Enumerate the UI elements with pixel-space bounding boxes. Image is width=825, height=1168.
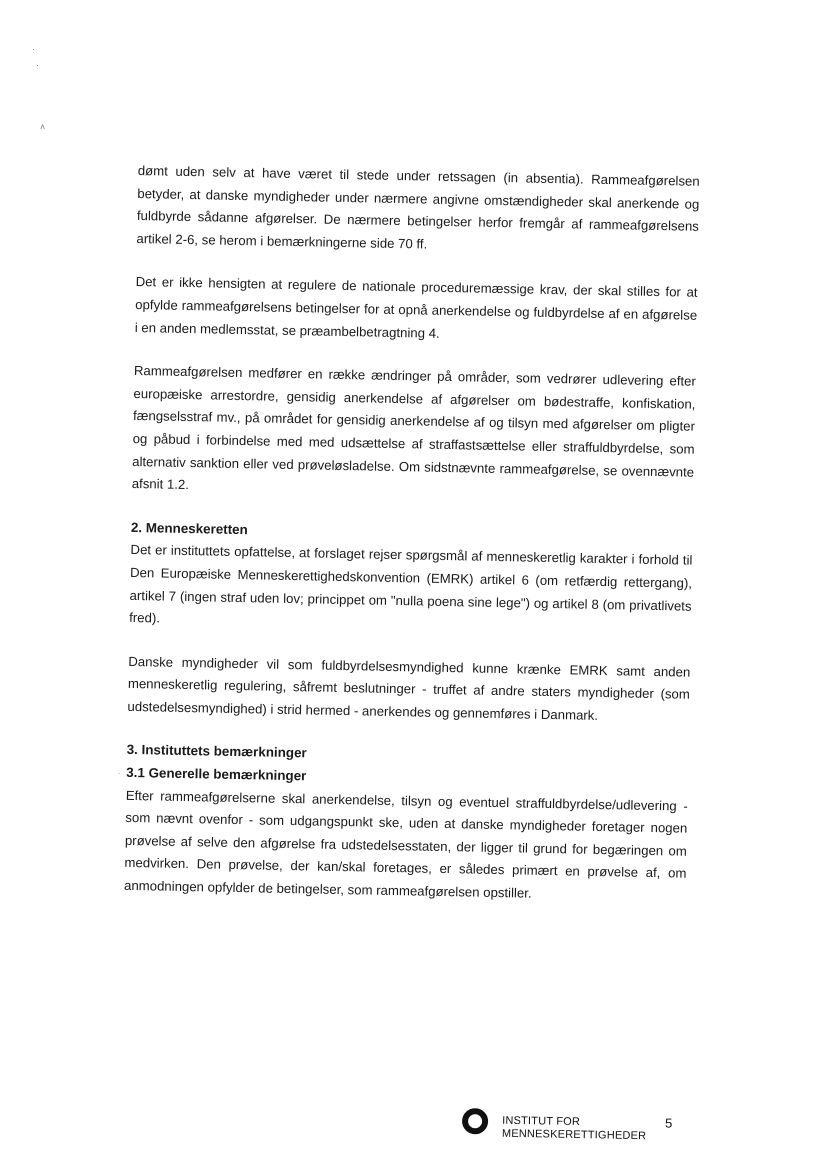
page-number: 5 [664, 1115, 673, 1131]
scan-speck: ˙ [118, 772, 121, 782]
paragraph: Det er instituttets opfattelse, at forslaget rejser spørgsmål af menneskeretlig karakter i forhold til Den Europæiske Menneskerettighedskonvention (EMRK) artikel 6 (om retfærdig rettergang), artikel 7 (ingen straf uden lov; princippet om "nulla poena sine lege") og artikel 8 (om privatlivets fred). [129, 542, 693, 626]
institute-logo-icon [462, 1108, 488, 1134]
paragraph: Det er ikke hensigten at regulere de nationale proceduremæssige krav, der skal stilles for at opfylde rammeafgørelsens betingelser for at opnå anerkendelse og fuldbyrdelse af en afgørelse i en anden medlemsstat, se præambelbetragtning 4. [134, 274, 698, 341]
page-footer [462, 1106, 693, 1150]
paragraph: dømt uden selv at have været til stede under retssagen (in absentia). Rammeafgørelsen betyder, at danske myndigheder under nærmere angivne omstændigheder skal anerkende og fuldbyrde sådanne afgørelser. De nærmere betingelser herfor fremgår af rammeafgørelsens artikel 2-6, se herom i bemærkningerne side 70 ff. [136, 162, 700, 252]
scan-speck: ˄ [40, 122, 46, 132]
paragraph: Efter rammeafgørelserne skal anerkendelse, tilsyn og eventuel straffuldbyrdelse/udlevering - som nævnt ovenfor - som udgangspunkt ske, uden at danske myndigheder foretager nogen prøvelse af selve den afgørelse fra udstedelsesstaten, der ligger til grund for begæringen om medvirken. Den prøvelse, der kan/skal foretages, er således primært en prøvelse af, om anmodningen opfylder de betingelser, som rammeafgørelsen opstiller. [123, 787, 688, 901]
paragraph: Danske myndigheder vil som fuldbyrdelsesmyndighed kunne krænke EMRK samt anden menneskeretlig regulering, såfremt beslutninger - truffet af andre staters myndigheder (som udstedelsesmyndighed) i strid hermed - anerkendes og gennemføres i Danmark. [127, 653, 691, 723]
subsection-heading: 3.1 Generelle bemærkninger [126, 764, 307, 784]
section-heading: 3. Instituttets bemærkninger [126, 742, 307, 761]
institute-name [502, 1115, 647, 1144]
section-heading: 2. Menneskeretten [130, 519, 248, 537]
scan-speck: · [36, 60, 39, 70]
body-text [123, 160, 699, 929]
institute-name-line: MENNESKERETTIGHEDER [501, 1127, 647, 1143]
paragraph: Rammeafgørelsen medfører en række ændringer på områder, som vedrører udlevering efter europæiske arrestordre, gensidig anerkendelse af afgørelser om bødestraffe, konfiskation, fængselsstraf mv., på området for gensidig anerkendelse af og tilsyn med afgørelser om pligter og påbud i forbindelse med med udsættelse af straffastsættelse eller straffuldbyrdelse, som alternativ sanktion eller ved prøveløsladelse. Om sidstnævnte rammeafgørelse, se ovennævnte afsnit 1.2. [131, 363, 696, 493]
institute-name-line: INSTITUT FOR [502, 1114, 581, 1129]
scan-speck: · [32, 44, 35, 54]
